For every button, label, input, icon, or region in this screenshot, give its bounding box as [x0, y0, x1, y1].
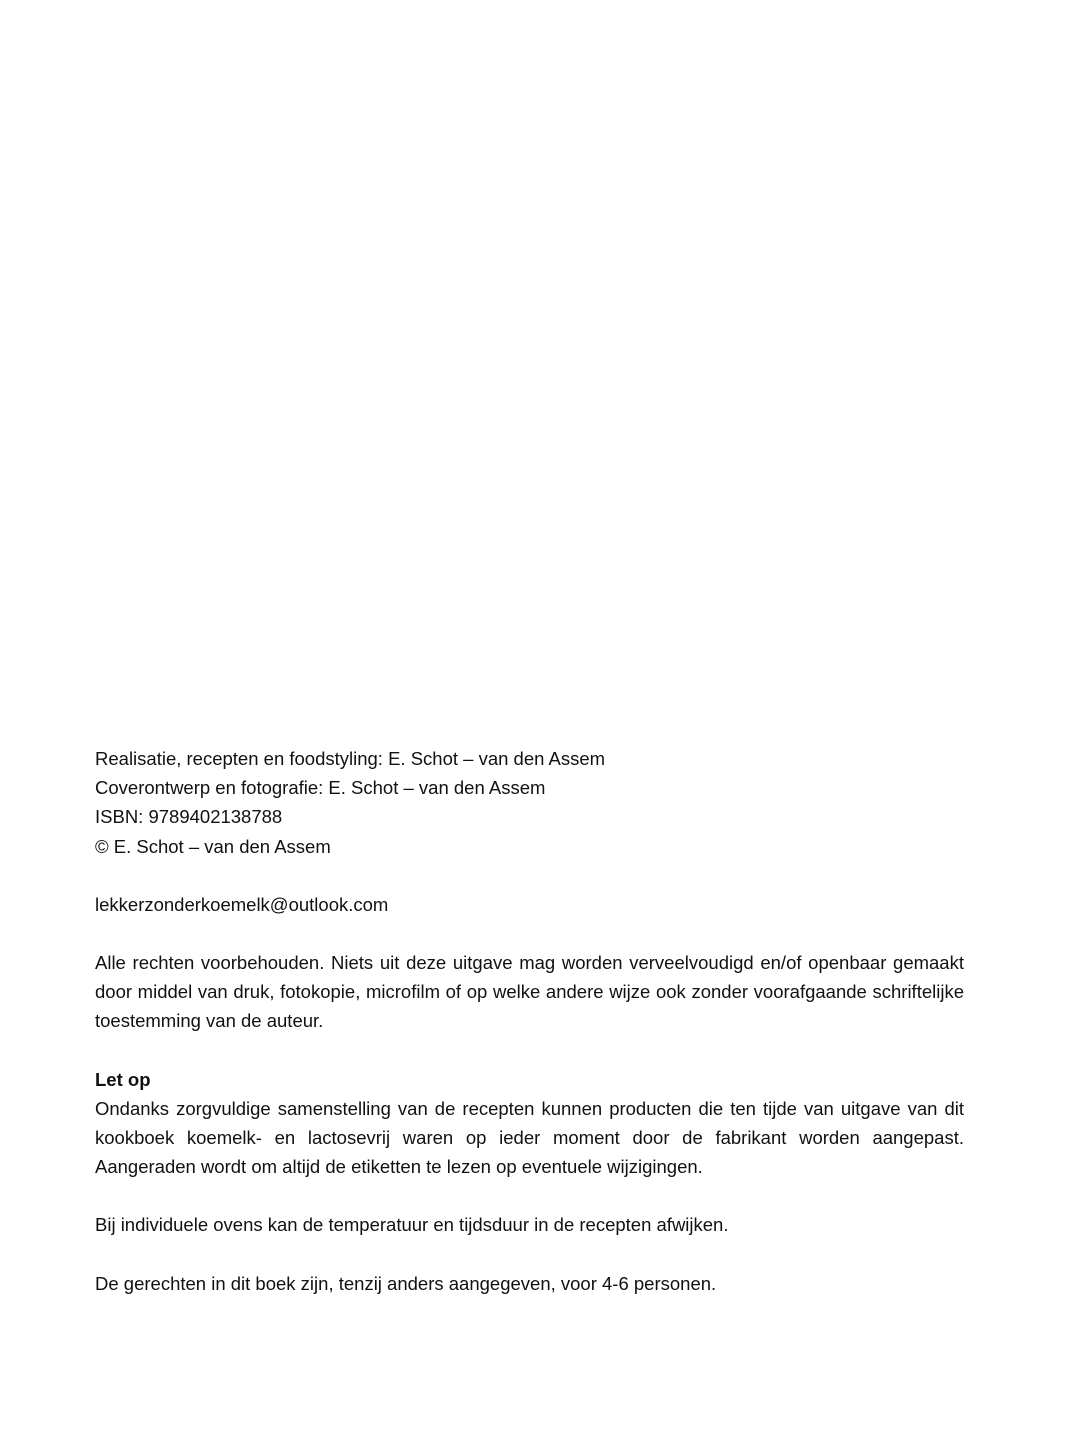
spacer [95, 1240, 964, 1269]
oven-note: Bij individuele ovens kan de temperatuur en tijdsduur in de recepten afwijken. [95, 1214, 729, 1236]
credit-realisation: Realisatie, recepten en foodstyling: E. Schot – van den Assem [95, 748, 606, 769]
spacer [95, 861, 964, 890]
contact-email: lekkerzonderkoemelk@outlook.com [95, 893, 389, 915]
spacer [95, 1181, 964, 1210]
spacer [95, 1036, 964, 1065]
spacer [95, 919, 964, 948]
notice-body: Ondanks zorgvuldige samenstelling van de recepten kunnen producten die ten tijde van uitgave van dit kookboek koemelk- en lactosevrij waren op ieder moment door de fabrikant worden aangepast. Aangeraden wordt om altijd de etiketten te lezen op eventuele wijzigingen. [95, 1097, 964, 1178]
servings-note: De gerechten in dit boek zijn, tenzij anders aangegeven, voor 4-6 personen. [95, 1272, 717, 1294]
copyright: © E. Schot – van den Assem [95, 835, 331, 857]
rights-notice: Alle rechten voorbehouden. Niets uit deze uitgave mag worden verveelvoudigd en/of openbaar gemaakt door middel van druk, fotokopie, microfilm of op welke andere wijze ook zonder voorafgaande schriftelijke toestemming van de auteur. [95, 952, 964, 1032]
isbn: ISBN: 9789402138788 [95, 806, 283, 828]
credits-block [95, 744, 964, 861]
credit-cover: Coverontwerp en fotografie: E. Schot – van den Assem [95, 777, 546, 799]
notice-heading: Let op [95, 1068, 151, 1090]
colophon [95, 744, 964, 1298]
